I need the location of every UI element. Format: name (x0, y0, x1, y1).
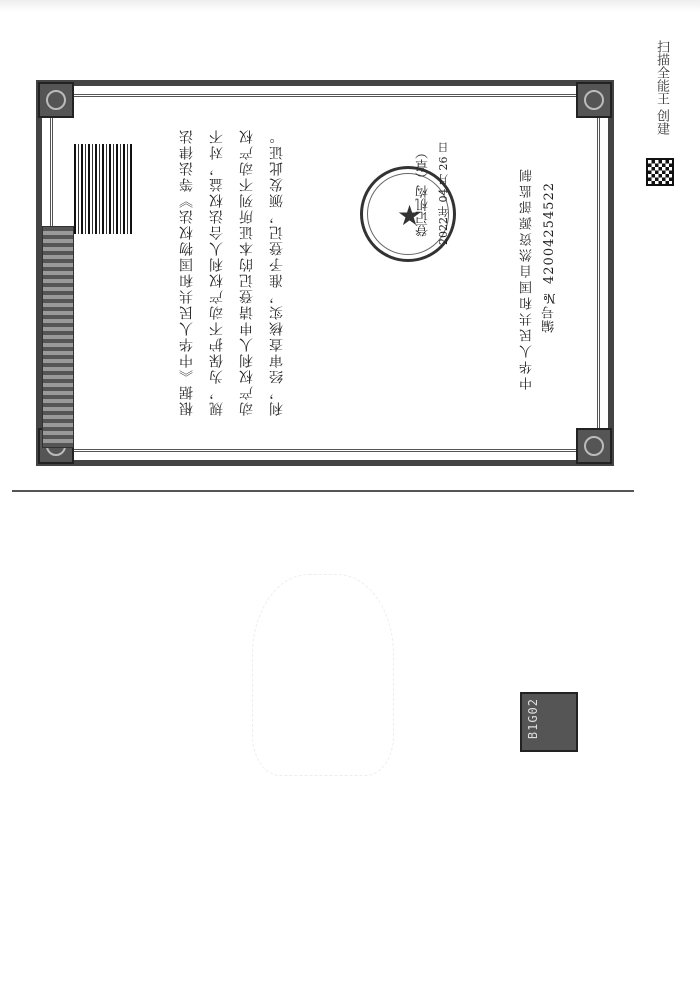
national-emblem-icon (252, 574, 394, 776)
seal-org-label: 登记机构（章） (416, 146, 431, 237)
scan-edge-band (0, 0, 700, 12)
qr-code-icon (646, 158, 674, 186)
serial-number: 编号№ 42004254522 (542, 182, 557, 334)
date-year: 2022 (437, 216, 450, 245)
scanner-watermark: 扫描全能王 创建 (654, 40, 669, 136)
side-ornament (42, 226, 74, 448)
date-rest: 年 04 月 26 日 (437, 142, 450, 217)
certificate-body-text: 根据《中华人民共和国物权法》等法律法规，为保护不动产权利人合法权益，对不动产权利人申请登记的本证所列不动产权利，经审查核实，准予登记，颁发此证。 (179, 128, 285, 416)
corner-ornament-icon (576, 82, 612, 118)
corner-ornament-icon (38, 82, 74, 118)
cover-stamp-box (520, 692, 578, 752)
property-certificate-page (36, 80, 614, 466)
star-icon: ★ (397, 199, 423, 232)
fold-line (12, 490, 634, 492)
issue-date (436, 142, 452, 245)
supervisor-line: 中华人民共和国自然资源部监制 (520, 166, 535, 390)
certificate-cover-page (12, 494, 634, 794)
barcode-icon (74, 144, 134, 234)
cover-stamp-code: B1G02 (526, 698, 540, 740)
corner-ornament-icon (576, 428, 612, 464)
